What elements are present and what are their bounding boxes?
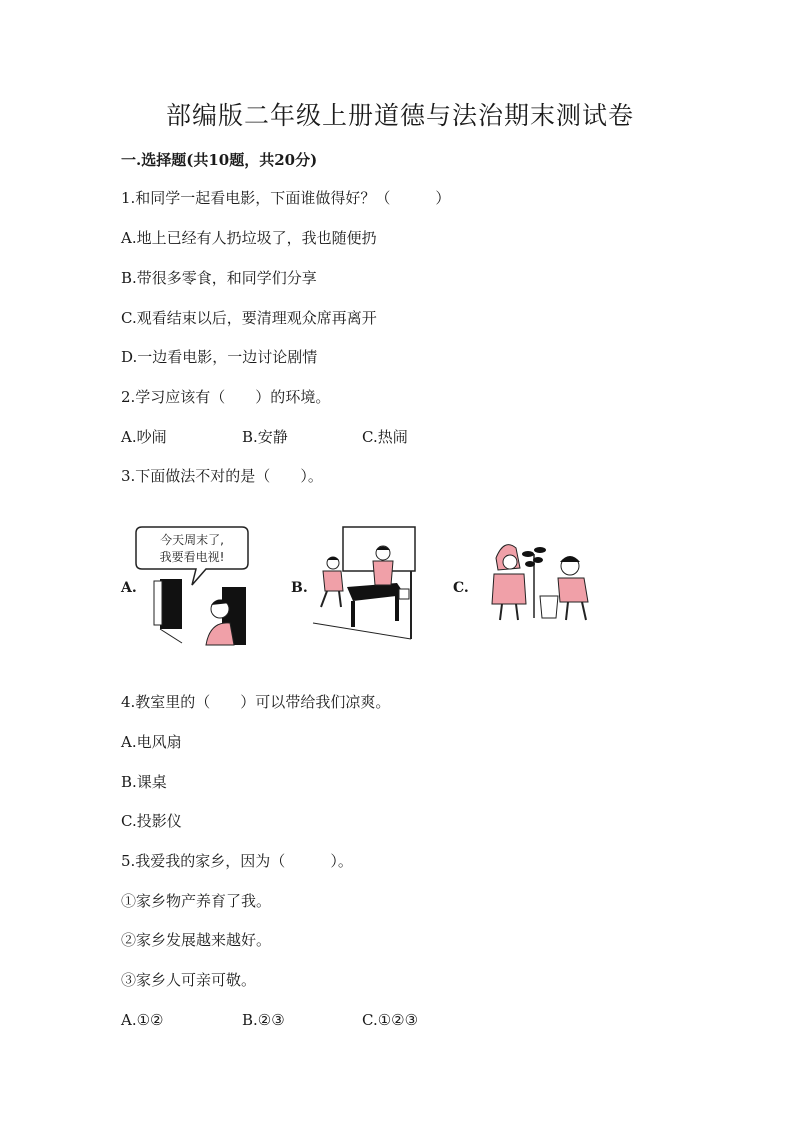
question-5-option-b: B.②③ <box>242 1011 285 1029</box>
question-1-option-b: B.带很多零食，和同学们分享 <box>121 269 317 287</box>
question-5-option-a: A.①② <box>121 1011 164 1029</box>
question-1-option-c: C.观看结束以后，要清理观众席再离开 <box>121 309 377 327</box>
question-2-stem: 2.学习应该有（ ）的环境。 <box>121 388 331 406</box>
speech-bubble-line-1: 今天周末了, <box>160 533 224 547</box>
question-3-option-b-label: B. <box>291 580 308 596</box>
question-3-stem: 3.下面做法不对的是（ ）。 <box>121 467 323 485</box>
question-5-statement-2: ②家乡发展越来越好。 <box>121 931 272 949</box>
question-2-option-b: B.安静 <box>242 428 288 446</box>
question-5-statement-3: ③家乡人可亲可敬。 <box>121 971 257 989</box>
question-2-option-c: C.热闹 <box>362 428 408 446</box>
illustration-planting-tree <box>490 538 606 624</box>
question-3-option-a-label: A. <box>121 580 137 596</box>
question-5-statement-1: ①家乡物产养育了我。 <box>121 892 272 910</box>
question-1-stem: 1.和同学一起看电影，下面谁做得好？（ ） <box>121 189 451 207</box>
page-title: 部编版二年级上册道德与法治期末测试卷 <box>165 101 634 130</box>
question-1-option-a: A.地上已经有人扔垃圾了，我也随便扔 <box>121 229 377 247</box>
question-4-stem: 4.教室里的（ ）可以带给我们凉爽。 <box>121 693 391 711</box>
question-4-option-c: C.投影仪 <box>121 812 182 830</box>
question-4-option-b: B.课桌 <box>121 773 167 791</box>
question-4-option-a: A.电风扇 <box>121 733 182 751</box>
section-heading: 一.选择题(共10题，共20分) <box>121 151 318 169</box>
question-3-option-c-label: C. <box>453 580 469 596</box>
speech-bubble-line-2: 我要看电视! <box>159 550 225 564</box>
illustration-watching-tv <box>134 523 252 647</box>
question-5-stem: 5.我爱我的家乡，因为（ ）。 <box>121 852 353 870</box>
illustration-classroom <box>311 523 417 641</box>
question-5-option-c: C.①②③ <box>362 1011 419 1029</box>
question-2-option-a: A.吵闹 <box>121 428 167 446</box>
question-1-option-d: D.一边看电影，一边讨论剧情 <box>121 348 318 366</box>
